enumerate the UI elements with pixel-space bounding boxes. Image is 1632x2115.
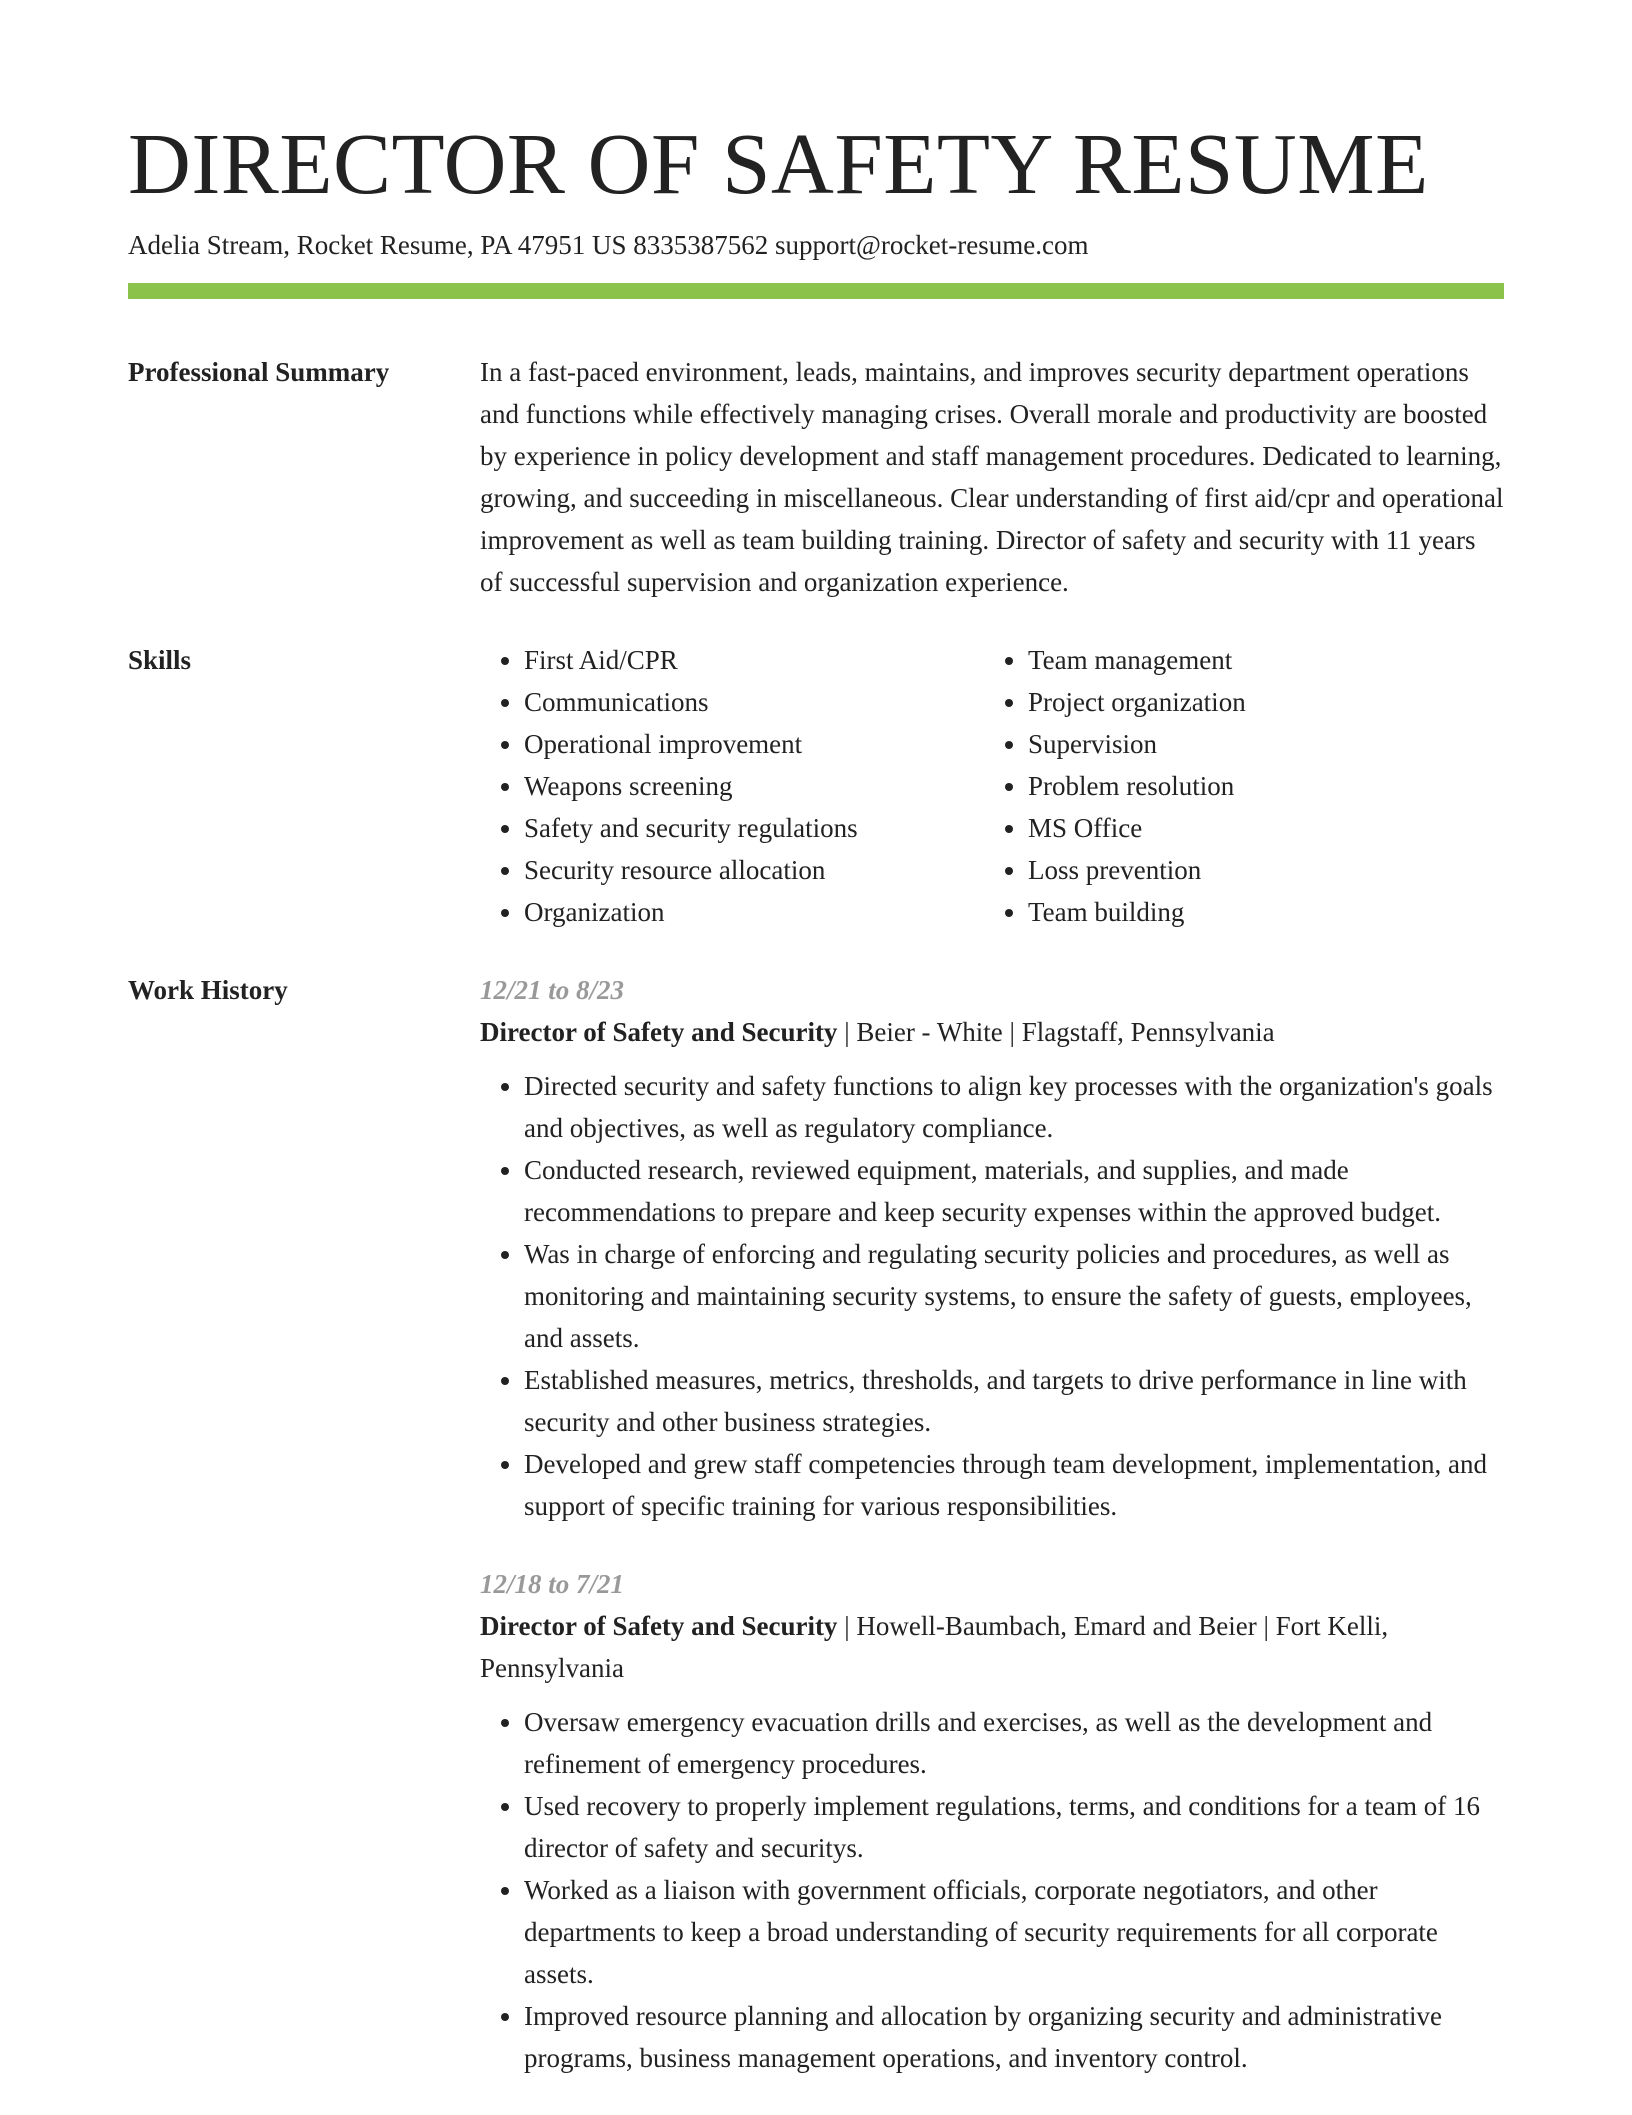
skill-item: • Communications [524, 681, 984, 723]
skill-item: • First Aid/CPR [524, 639, 984, 681]
section-label-skills: Skills [128, 645, 192, 676]
contact-line: Adelia Stream, Rocket Resume, PA 47951 US 8335387562 support@rocket-resume.com [128, 230, 1089, 260]
skill-item: • Safety and security regulations [524, 807, 984, 849]
skills-section [128, 639, 1504, 933]
job-title: Director of Safety and Security [480, 1611, 838, 1642]
job-bullet: • Oversaw emergency evacuation drills and exercises, as well as the development and refinement of emergency procedures. [524, 1701, 1504, 1785]
skills-list-right [984, 639, 1488, 933]
skill-item: • Project organization [1028, 681, 1488, 723]
skill-item: • Operational improvement [524, 723, 984, 765]
skill-item: • Problem resolution [1028, 765, 1488, 807]
job-bullet-list [480, 1065, 1504, 1527]
job-bullet-list [480, 1701, 1504, 2079]
job-bullet: • Used recovery to properly implement regulations, terms, and conditions for a team of 16 director of safety and securitys. [524, 1785, 1504, 1869]
summary-body [480, 351, 1504, 603]
job-bullet: • Was in charge of enforcing and regulating security policies and procedures, as well as monitoring and maintaining security systems, to ensure the safety of guests, employees, and assets. [524, 1233, 1504, 1359]
skills-list-left [480, 639, 984, 933]
resume-title: DIRECTOR OF SAFETY RESUME [128, 115, 1429, 212]
header-divider [128, 283, 1504, 299]
job-bullet: • Directed security and safety functions to align key processes with the organization's goals and objectives, as well as regulatory compliance. [524, 1065, 1504, 1149]
job-details: | Beier - White | Flagstaff, Pennsylvania [837, 1017, 1275, 1048]
professional-summary-section [128, 351, 1504, 603]
skill-item: • Team management [1028, 639, 1488, 681]
work-body [480, 969, 1504, 2115]
skill-item: • Organization [524, 891, 984, 933]
job-heading [480, 1011, 1504, 1053]
section-label-work: Work History [128, 975, 288, 1006]
skill-item: • Supervision [1028, 723, 1488, 765]
work-history-section [128, 969, 1504, 2115]
job-heading [480, 1605, 1504, 1689]
skills-body [480, 639, 1504, 933]
job-dates: 12/21 to 8/23 [480, 975, 625, 1006]
skill-item: • MS Office [1028, 807, 1488, 849]
job-entry [480, 969, 1504, 1527]
summary-text: In a fast-paced environment, leads, maintains, and improves security department operations and functions while effectively managing crises. Overall morale and productivity are boosted by experience in policy development and staff management procedures. Dedicated to learning, growing, and succeeding in miscellaneous. Clear understanding of first aid/cpr and operational improvement as well as team building training. Director of safety and security with 11 years of successful supervision and organization experience. [480, 357, 1504, 598]
job-details: | Howell-Baumbach, Emard and Beier | Fort Kelli, Pennsylvania [480, 1611, 1389, 1684]
skill-item: • Loss prevention [1028, 849, 1488, 891]
job-bullet: • Developed and grew staff competencies through team development, implementation, and support of specific training for various responsibilities. [524, 1443, 1504, 1527]
skill-item: • Team building [1028, 891, 1488, 933]
job-bullet: • Improved resource planning and allocation by organizing security and administrative programs, business management operations, and inventory control. [524, 1995, 1504, 2079]
job-entry [480, 1563, 1504, 2079]
skill-item: • Security resource allocation [524, 849, 984, 891]
job-bullet: • Conducted research, reviewed equipment, materials, and supplies, and made recommendations to prepare and keep security expenses within the approved budget. [524, 1149, 1504, 1233]
job-bullet: • Established measures, metrics, thresholds, and targets to drive performance in line with security and other business strategies. [524, 1359, 1504, 1443]
job-bullet: • Worked as a liaison with government officials, corporate negotiators, and other departments to keep a broad understanding of security requirements for all corporate assets. [524, 1869, 1504, 1995]
job-title: Director of Safety and Security [480, 1017, 838, 1048]
section-label-summary: Professional Summary [128, 357, 390, 388]
job-dates: 12/18 to 7/21 [480, 1569, 625, 1600]
skill-item: • Weapons screening [524, 765, 984, 807]
